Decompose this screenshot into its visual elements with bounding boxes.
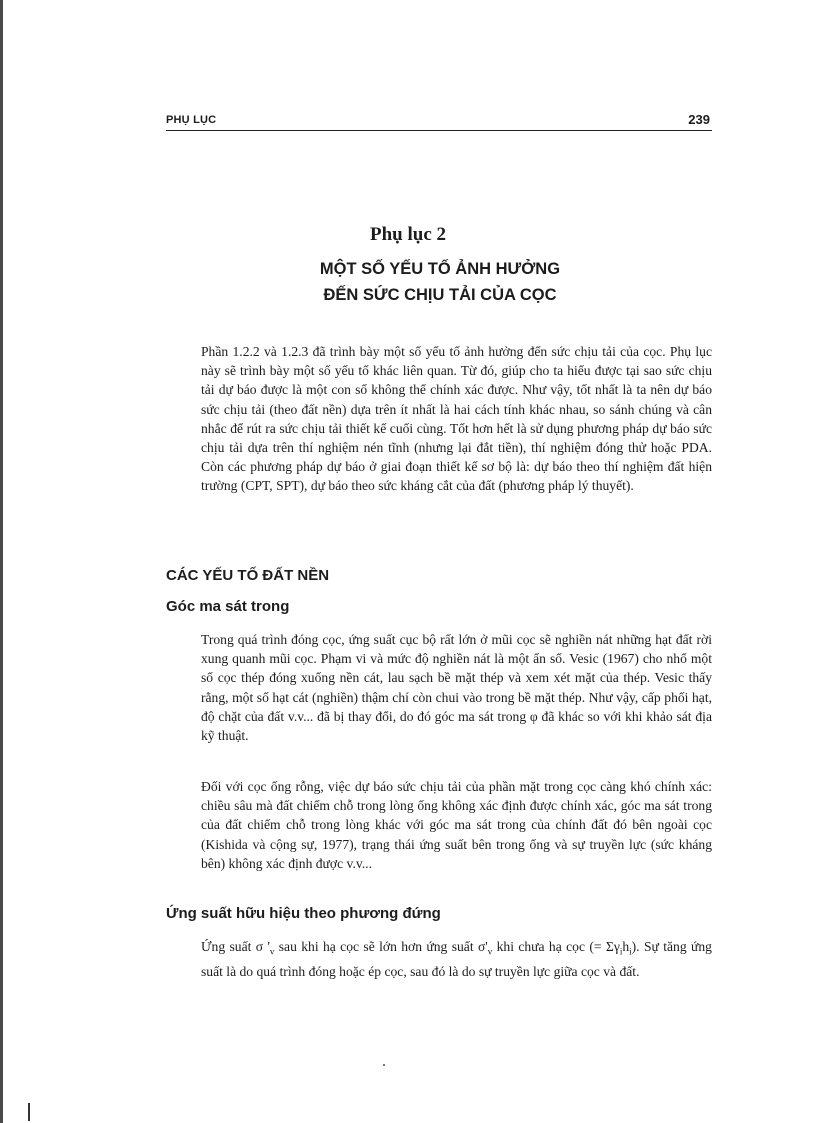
subsection-heading-vertical-effective-stress: Ứng suất hữu hiệu theo phương đứng (166, 905, 441, 922)
appendix-label: Phụ lục 2 (369, 224, 447, 245)
chapter-title-line-2: ĐẾN SỨC CHỊU TẢI CỦA CỌC (323, 286, 557, 304)
intro-paragraph: Phần 1.2.2 và 1.2.3 đã trình bày một số yếu tố ảnh hưởng đến sức chịu tải của cọc. Phụ lục này sẽ trình bày một số yếu tố khác liên quan. Từ đó, giúp cho ta hiểu được tại sao sức chịu tải dự báo được là một con số không thể chính xác được. Như vậy, tốt nhất là ta nên dự báo sức chịu tải (theo đất nền) dựa trên ít nhất là hai cách tính khác nhau, so sánh chúng và cân nhắc để rút ra sức chịu tải thiết kế cuối cùng. Tốt hơn hết là sử dụng phương pháp dự báo sức chịu tải dựa trên thí nghiệm nén tĩnh (nhưng lại đắt tiền), thí nghiệm đóng thử hoặc PDA. Còn các phương pháp dự báo ở giai đoạn thiết kế sơ bộ là: dự báo theo thí nghiệm đất hiện trường (CPT, SPT), dự báo theo sức kháng cắt của đất (phương pháp lý thuyết). (201, 344, 712, 494)
page-number: 239 (688, 112, 710, 127)
scan-dot (383, 1064, 385, 1066)
friction-angle-paragraph-2: Đối với cọc ống rỗng, việc dự báo sức chịu tải của phần mặt trong cọc càng khó chính xác: chiều sâu mà đất chiếm chỗ trong lòng ống không xác định được chính xác, góc ma sát trong của đất chiếm chỗ trong lòng khác với góc ma sát trong của chính đất đó bên ngoài cọc (Kishida và cộng sự, 1977), trạng thái ứng suất bên trong ống và sự truyền lực (sức kháng bên) không xác định được v.v... (201, 779, 712, 871)
vertical-stress-paragraph: Ứng suất σ '$_v$ sau khi hạ cọc sẽ lớn hơn ứng suất $\sigma'_v$ khi chưa hạ cọc (= $\Sigma\gamma_ih_i$). Sự tăng ứng suất là do quá trình đóng hoặc ép cọc, sau đó là do sự truyền lực giữa cọc và đất. (201, 939, 712, 979)
running-header-title: PHỤ LỤC (166, 114, 217, 126)
subsection-heading-friction-angle: Góc ma sát trong (166, 598, 290, 615)
page-binding-edge (0, 0, 3, 1123)
section-heading: CÁC YẾU TỐ ĐẤT NỀN (166, 567, 330, 584)
running-header (166, 112, 712, 131)
scan-margin-mark (28, 1103, 30, 1121)
chapter-title-line-1: MỘT SỐ YẾU TỐ ẢNH HƯỞNG (319, 260, 561, 278)
friction-angle-paragraph-1: Trong quá trình đóng cọc, ứng suất cục bộ rất lớn ở mũi cọc sẽ nghiền nát những hạt đất rời xung quanh mũi cọc. Phạm vi và mức độ nghiền nát là một ẩn số. Vesic (1967) cho nhổ một số cọc thép đóng xuống nền cát, lau sạch bề mặt thép và xem xét mặt của thép. Vesic thấy rằng, một số hạt cát (nghiền) thậm chí còn chui vào trong bề mặt thép. Như vậy, cấp phối hạt, độ chặt của đất v.v... đã bị thay đổi, do đó góc ma sát trong φ đã khác so với khi khảo sát địa kỹ thuật. (201, 632, 712, 744)
chapter-title (0, 256, 816, 308)
